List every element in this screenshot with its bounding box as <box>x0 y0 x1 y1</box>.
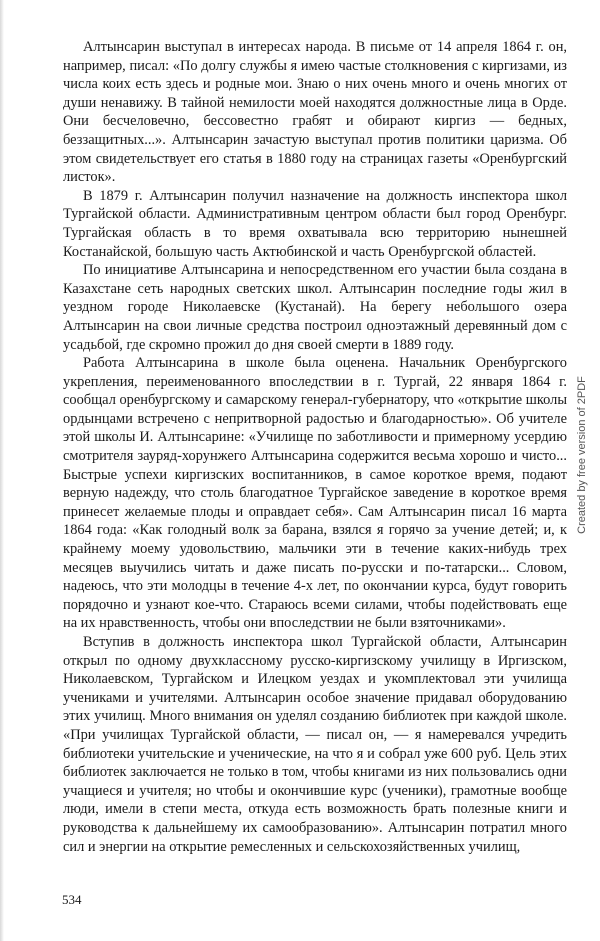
scan-edge-shadow <box>0 0 4 941</box>
page-number: 534 <box>62 892 82 907</box>
body-text <box>63 38 567 856</box>
paragraph-5: Вступив в должность инспектора школ Тургайской области, Алтынсарин открыл по одному двухклассному русско-киргизскому училищу в Иргизском, Николаевском, Тургайском и Илецком уездах и укомплектовал эти училища учениками и учителями. Алтынсарин особое значение придавал оборудованию этих училищ. Много внимания он уделял созданию библиотек при каждой школе. «При училищах Тургайской области, — писал он, — я намеревался учредить библиотеки учительские и ученические, на что я и собрал уже 600 руб. Цель этих библиотек заключается не только в том, чтобы книгами из них пользовались одни учащиеся и учителя; но чтобы и окончившие курс (ученики), грамотные вообще люди, имели в степи места, откуда есть возможность брать полезные книги и руководства к дальнейшему их самообразованию». Алтынсарин потратил много сил и энергии на открытие ремесленных и сельскохозяйственных училищ, <box>63 634 567 855</box>
paragraph-4: Работа Алтынсарина в школе была оценена. Начальник Оренбургского укрепления, переименованного впоследствии в г. Тургай, 22 января 1864 г. сообщал оренбургскому и самарскому генерал-губернатору, что «открытие школы ордынцами встречено с непритворной радостью и благодарностью». Об учителе этой школы И. Алтынсарине: «Училище по заботливости и примерному усердию смотрителя зауряд-хорунжего Алтынсарина содержится весьма хорошо и чисто... Быстрые успехи киргизских воспитанников, в самое короткое время, подают верную надежду, что столь благодатное Тургайское заведение в короткое время принесет желаемые плоды и оправдает себя». Сам Алтынсарин писал 16 марта 1864 года: «Как голодный волк за барана, взялся я горячо за учение детей; и, к крайнему моему удовольствию, мальчики эти в течение каких-нибудь трех месяцев выучились читать и даже писать по-русски и по-татарски... Словом, надеюсь, что эти молодцы в течение 4-х лет, по окончании курса, будут говорить порядочно и узнают кое-что. Стараюсь всеми силами, чтобы подействовать еще на их нравственность, чтобы они впоследствии не были взяточниками». <box>63 355 567 632</box>
paragraph-3: По инициативе Алтынсарина и непосредственном его участии была создана в Казахстане сеть народных светских школ. Алтынсарин последние годы жил в уездном городе Николаевске (Кустанай). На берегу небольшого озера Алтынсарин на свои личные средства построил одноэтажный деревянный дом с усадьбой, где скромно прожил до дня своей смерти в 1889 году. <box>63 262 567 353</box>
paragraph-1: Алтынсарин выступал в интересах народа. В письме от 14 апреля 1864 г. он, например, писал: «По долгу службы я имею частые столкновения с киргизами, из числа коих есть здесь и родные мои. Знаю о них очень много и очень многих от души ненавижу. В тайной немилости моей находятся должностные лица в Орде. Они бесчеловечно, бессовестно грабят и обирают киргиз — бедных, беззащитных...». Алтынсарин зачастую выступал против политики царизма. Об этом свидетельствует его статья в 1880 году на страницах газеты «Оренбургский листок». <box>63 39 567 186</box>
watermark-text: Created by free version of 2PDF <box>576 376 588 534</box>
paragraph-2: В 1879 г. Алтынсарин получил назначение на должность инспектора школ Тургайской области. Административным центром области был город Оренбург. Тургайская область в то время охватывала всю территорию нынешней Костанайской, большую часть Актюбинской и часть Оренбургской областей. <box>63 187 567 260</box>
